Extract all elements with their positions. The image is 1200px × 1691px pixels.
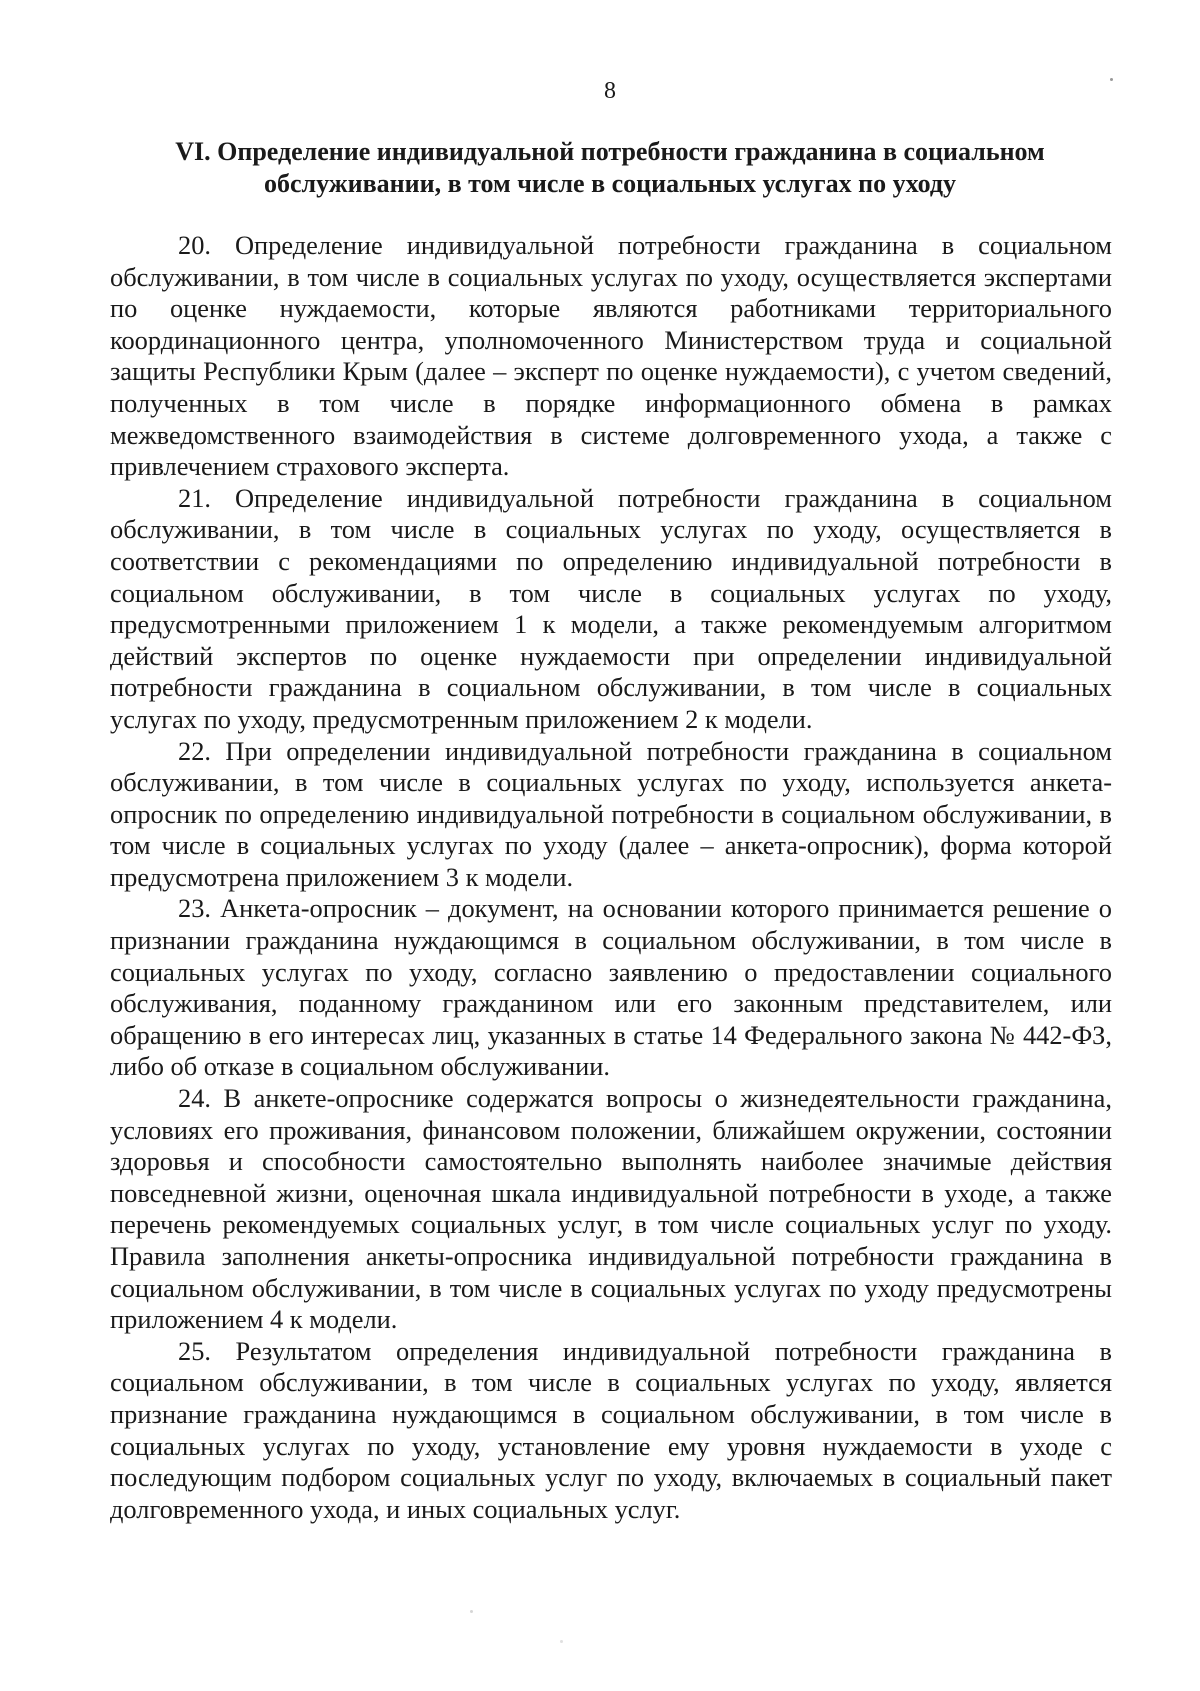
paragraph-22: 22. При определении индивидуальной потребности гражданина в социальном обслуживании, в том числе в социальных услугах по уходу, используется анкета-опросник по определению индивидуальной потребности в социальном обслуживании, в том числе в социальных услугах по уходу (далее – анкета-опросник), форма которой предусмотрена приложением 3 к модели.: [110, 735, 1112, 892]
section-heading-line-1: VI. Определение индивидуальной потребности гражданина в социальном: [175, 137, 1045, 166]
scan-speck: [1110, 78, 1113, 81]
section-heading: [110, 136, 1110, 200]
paragraph-20: 20. Определение индивидуальной потребности гражданина в социальном обслуживании, в том числе в социальных услугах по уходу, осуществляется экспертами по оценке нуждаемости, которые являются работниками территориального координационного центра, уполномоченного Министерством труда и социальной защиты Республики Крым (далее – эксперт по оценке нуждаемости), с учетом сведений, полученных в том числе в порядке информационного обмена в рамках межведомственного взаимодействия в системе долговременного ухода, а также с привлечением страхового эксперта.: [110, 230, 1112, 482]
body-text: [110, 230, 1112, 1525]
scan-speck: [470, 1610, 473, 1613]
page-number: 8: [604, 78, 616, 104]
paragraph-24: 24. В анкете-опроснике содержатся вопросы о жизнедеятельности гражданина, условиях его проживания, финансовом положении, ближайшем окружении, состоянии здоровья и способности самостоятельно выполнять наиболее значимые действия повседневной жизни, оценочная шкала индивидуальной потребности в уходе, а также перечень рекомендуемых социальных услуг, в том числе социальных услуг по уходу. Правила заполнения анкеты-опросника индивидуальной потребности гражданина в социальном обслуживании, в том числе в социальных услугах по уходу предусмотрены приложением 4 к модели.: [110, 1083, 1112, 1335]
scan-speck: [560, 1640, 563, 1643]
section-heading-line-2: обслуживании, в том числе в социальных услугах по уходу: [263, 169, 956, 198]
paragraph-21: 21. Определение индивидуальной потребности гражданина в социальном обслуживании, в том числе в социальных услугах по уходу, осуществляется в соответствии с рекомендациями по определению индивидуальной потребности в социальном обслуживании, в том числе в социальных услугах по уходу, предусмотренными приложением 1 к модели, а также рекомендуемым алгоритмом действий экспертов по оценке нуждаемости при определении индивидуальной потребности гражданина в социальном обслуживании, в том числе в социальных услугах по уходу, предусмотренным приложением 2 к модели.: [110, 482, 1112, 734]
paragraph-25: 25. Результатом определения индивидуальной потребности гражданина в социальном обслуживании, в том числе в социальных услугах по уходу, является признание гражданина нуждающимся в социальном обслуживании, в том числе в социальных услугах по уходу, установление ему уровня нуждаемости в уходе с последующим подбором социальных услуг по уходу, включаемых в социальный пакет долговременного ухода, и иных социальных услуг.: [110, 1335, 1112, 1524]
paragraph-23: 23. Анкета-опросник – документ, на основании которого принимается решение о признании гражданина нуждающимся в социальном обслуживании, в том числе в социальных услугах по уходу, согласно заявлению о предоставлении социального обслуживания, поданному гражданином или его законным представителем, или обращению в его интересах лиц, указанных в статье 14 Федерального закона № 442-ФЗ, либо об отказе в социальном обслуживании.: [110, 893, 1112, 1082]
